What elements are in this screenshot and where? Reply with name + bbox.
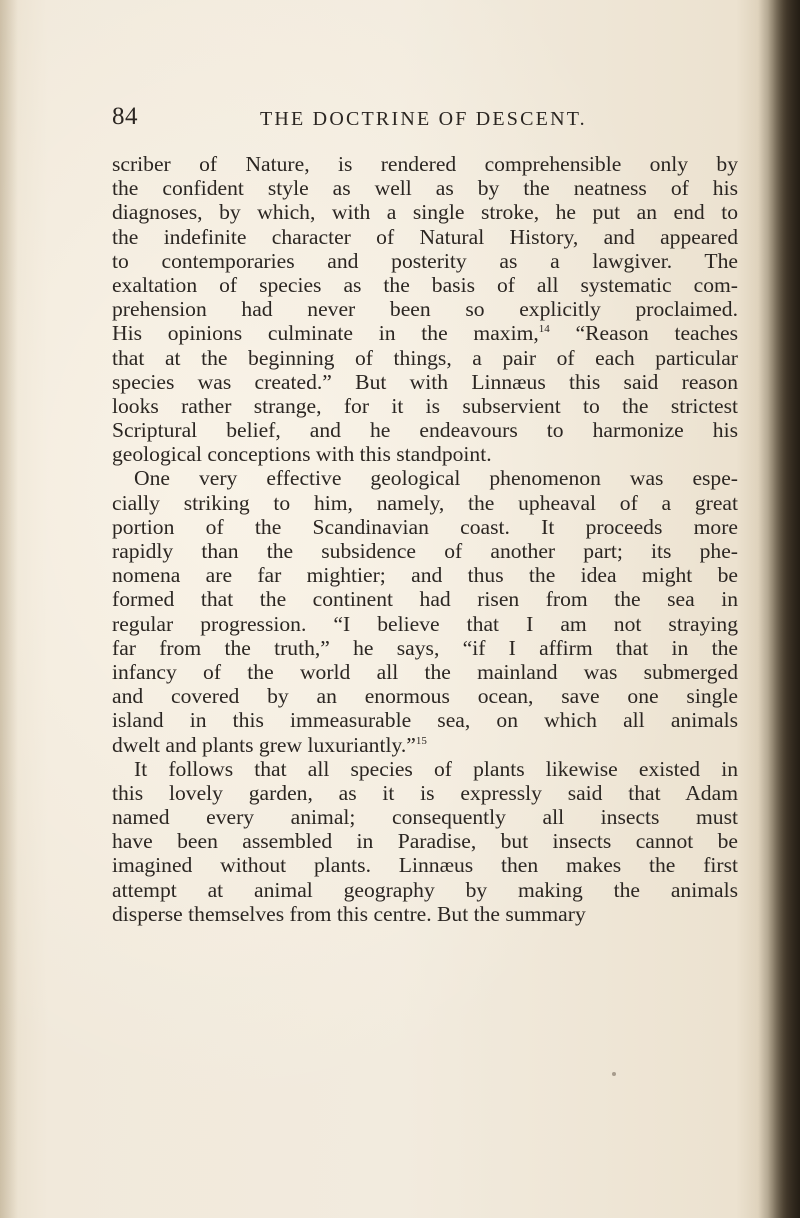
text-line: named every animal; consequently all insects must <box>112 805 738 830</box>
text-line: have been assembled in Paradise, but insects cannot be <box>112 829 738 854</box>
book-spine-shadow <box>758 0 800 1218</box>
text-line-with-footnote <box>112 321 738 345</box>
paper-speck <box>612 1072 616 1076</box>
text-line: formed that the continent had risen from the sea in <box>112 587 738 612</box>
text-line: species was created.” But with Linnæus this said reason <box>112 369 738 394</box>
text-line: portion of the Scandinavian coast. It proceeds more <box>112 514 738 539</box>
page-left-shading <box>0 0 18 1218</box>
text-line: island in this immeasurable sea, on which all animals <box>112 708 738 733</box>
text-line: diagnoses, by which, with a single stroke, he put an end to <box>112 200 738 225</box>
running-head: THE DOCTRINE OF DESCENT. <box>260 108 587 130</box>
paragraph-start-line: One very effective geological phenomenon was espe- <box>134 466 738 491</box>
text-line: exaltation of species as the basis of all systematic com- <box>112 272 738 297</box>
text-line: and covered by an enormous ocean, save one single <box>112 684 738 709</box>
text-line: the confident style as well as by the neatness of his <box>112 176 738 201</box>
body-text <box>112 152 738 926</box>
text-line: regular progression. “I believe that I am not straying <box>112 611 738 636</box>
text-line: far from the truth,” he says, “if I affirm that in the <box>112 635 738 660</box>
text-line: rapidly than the subsidence of another part; its phe- <box>112 539 738 563</box>
footnote-ref-15: 15 <box>415 734 427 747</box>
text-line: imagined without plants. Linnæus then makes the first <box>112 853 738 878</box>
text-line: Scriptural belief, and he endeavours to harmonize his <box>112 418 738 443</box>
text-line: the indefinite character of Natural History, and appeared <box>112 224 738 249</box>
text-line: that at the beginning of things, a pair of each particular <box>112 345 738 370</box>
text-line: this lovely garden, as it is expressly said that Adam <box>112 780 738 805</box>
page-number: 84 <box>112 103 138 130</box>
text-line: cially striking to him, namely, the upheaval of a great <box>112 490 738 515</box>
text-line: nomena are far mightier; and thus the idea might be <box>112 563 738 588</box>
text-line-with-footnote <box>112 733 738 757</box>
page-header <box>112 103 732 143</box>
paragraph-start-line: It follows that all species of plants likewise existed in <box>134 756 738 781</box>
text-line: scriber of Nature, is rendered comprehensible only by <box>112 152 738 176</box>
text-line: geological conceptions with this standpoint. <box>112 442 492 467</box>
text-line: disperse themselves from this centre. But the summary <box>112 901 586 926</box>
text-line: looks rather strange, for it is subservient to the strictest <box>112 393 738 418</box>
text-line: prehension had never been so explicitly proclaimed. <box>112 297 738 322</box>
text-fragment: “Reason teaches <box>575 321 738 346</box>
text-fragment: dwelt and plants grew luxuriantly.” <box>112 732 416 757</box>
text-line: attempt at animal geography by making the animals <box>112 877 738 902</box>
text-line: infancy of the world all the mainland was submerged <box>112 659 738 684</box>
text-line: to contemporaries and posterity as a lawgiver. The <box>112 248 738 273</box>
footnote-ref-14: 14 <box>538 323 550 336</box>
text-fragment: His opinions culminate in the maxim, <box>112 321 539 346</box>
